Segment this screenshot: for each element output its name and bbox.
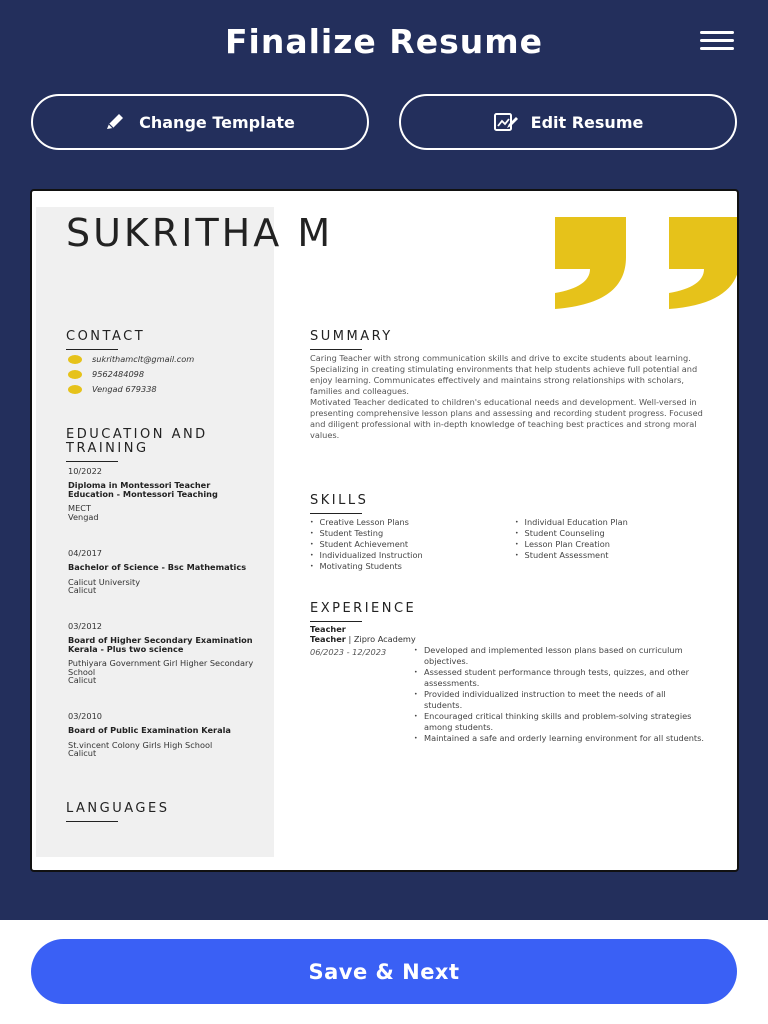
experience-bullet: • Maintained a safe and orderly learning environment for all students. <box>414 733 704 744</box>
education-degree: Diploma in Montessori Teacher Education - Montessori Teaching <box>68 480 218 499</box>
skill-item: • Creative Lesson Plans <box>310 517 423 528</box>
edit-resume-label: Edit Resume <box>530 112 644 132</box>
experience-company: | Zipro Academy <box>345 634 416 644</box>
education-location: Calicut <box>68 585 97 596</box>
education-degree: Bachelor of Science - Bsc Mathematics <box>68 562 247 572</box>
experience-bullet: • Assessed student performance through tests, quizzes, and other assessments. <box>414 667 704 689</box>
summary-text: Caring Teacher with strong communication skills and drive to excite students about learning. Specializing in creating stimulating environments that help students achieve full potential and enjoy learning. Communicates effectively and maintains strong relationships with scholars, families and colleagues. Motivated Teacher dedicated to children's educational needs and development. Well-versed in presenting comprehensive lesson plans and assessing and recording student progress. Focused and diligent professional with in-depth knowledge of teaching best practices and strong moral values. <box>310 353 703 440</box>
skills-list-left <box>310 517 423 572</box>
edit-document-icon <box>493 112 519 132</box>
skills-list-right <box>515 517 628 561</box>
contact-heading: CONTACT <box>66 329 145 350</box>
education-location: Vengad <box>68 511 99 522</box>
summary-heading: SUMMARY <box>310 329 393 350</box>
education-date: 03/2012 <box>68 621 103 631</box>
languages-heading: LANGUAGES <box>66 801 169 822</box>
experience-bullet: • Developed and implemented lesson plans based on curriculum objectives. <box>414 645 704 667</box>
skill-item: • Lesson Plan Creation <box>515 539 628 550</box>
pencil-icon <box>105 113 127 131</box>
change-template-label: Change Template <box>139 112 295 132</box>
bullet-icon <box>68 385 82 394</box>
skill-item: • Student Achievement <box>310 539 423 550</box>
resume-preview <box>30 189 739 872</box>
experience-dates: 06/2023 - 12/2023 <box>310 647 387 657</box>
save-next-button[interactable]: Save & Next <box>31 939 737 1004</box>
skill-item: • Student Counseling <box>515 528 628 539</box>
education-location: Calicut <box>68 748 97 759</box>
education-date: 04/2017 <box>68 548 103 558</box>
contact-address <box>68 384 157 394</box>
education-degree: Board of Higher Secondary Examination Kerala - Plus two science <box>68 635 253 654</box>
phone-text: 9562484098 <box>92 369 145 379</box>
education-degree: Board of Public Examination Kerala <box>68 725 231 735</box>
education-entry <box>68 548 258 595</box>
address-text: Vengad 679338 <box>92 384 157 394</box>
education-date: 03/2010 <box>68 711 103 721</box>
experience-role-line <box>310 634 416 645</box>
edit-resume-button[interactable] <box>399 94 737 150</box>
skill-item: • Motivating Students <box>310 561 423 572</box>
hamburger-menu-icon[interactable] <box>700 31 734 51</box>
quote-icon <box>550 217 739 312</box>
resume-name: SUKRITHA M <box>66 211 334 255</box>
contact-email <box>68 354 194 364</box>
email-text: sukrithamclt@gmail.com <box>92 354 195 364</box>
education-institution: Puthiyara Government Girl Higher Secondary School <box>68 658 254 677</box>
education-institution: MECT <box>68 503 91 514</box>
bullet-icon <box>68 370 82 379</box>
experience-heading: EXPERIENCE <box>310 601 416 622</box>
education-institution: Calicut University <box>68 576 141 587</box>
experience-bullet: • Encouraged critical thinking skills and problem-solving strategies among students. <box>414 711 704 733</box>
contact-phone <box>68 369 144 379</box>
education-entry <box>68 621 258 685</box>
education-entry <box>68 466 258 521</box>
skill-item: • Individual Education Plan <box>515 517 628 528</box>
experience-title: Teacher <box>310 624 346 634</box>
page-title: Finalize Resume <box>224 22 543 61</box>
skill-item: • Student Testing <box>310 528 423 539</box>
change-template-button[interactable] <box>31 94 369 150</box>
skill-item: • Student Assessment <box>515 550 628 561</box>
education-institution: St.vincent Colony Girls High School <box>68 739 213 750</box>
resume-sidebar <box>36 207 274 857</box>
education-date: 10/2022 <box>68 466 103 476</box>
experience-role: Teacher <box>310 634 346 644</box>
education-location: Calicut <box>68 675 97 686</box>
education-entry <box>68 711 258 758</box>
skill-item: • Individualized Instruction <box>310 550 423 561</box>
experience-bullet: • Provided individualized instruction to meet the needs of all students. <box>414 689 704 711</box>
experience-bullets <box>414 645 704 744</box>
skills-heading: SKILLS <box>310 493 368 514</box>
education-heading: EDUCATION AND TRAINING <box>66 428 256 462</box>
bullet-icon <box>68 355 82 364</box>
